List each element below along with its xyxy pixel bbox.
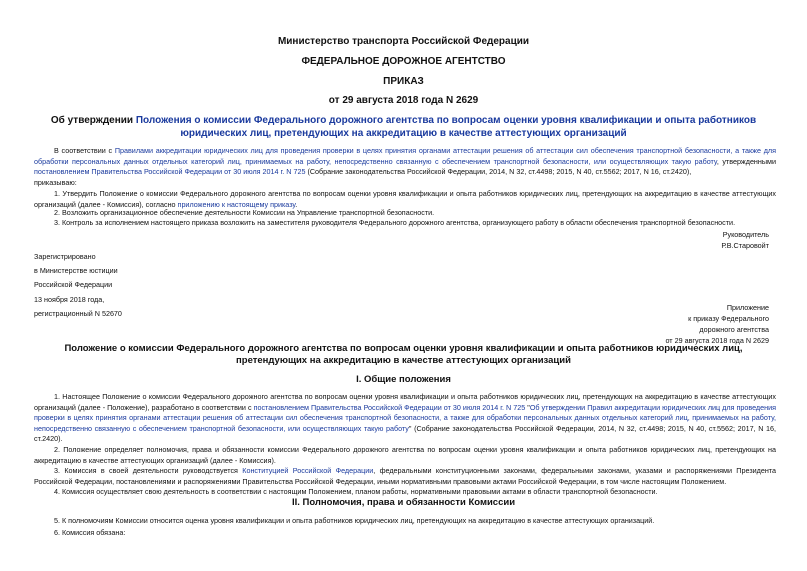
decree-725-link[interactable]: постановлением Правительства Российской Федерации от 30 июля 2014 г. N 725 xyxy=(253,402,526,412)
registration-block: Зарегистрировано в Министерстве юстиции Российской Федерации 13 ноября 2018 года, регистрационный N 52670 xyxy=(34,252,122,318)
signature-name: Р.В.Старовойт xyxy=(721,241,769,250)
ministry-heading: Министерство транспорта Российской Федерации xyxy=(277,36,530,47)
signature-block xyxy=(721,229,769,251)
government-decree-link[interactable]: постановлением Правительства Российской Федерации от 30 июля 2014 г. N 725 xyxy=(34,167,306,177)
preamble-paragraph: В соответствии с Правилами аккредитации юридических лиц для проведения проверки в целях принятия органами аттестации решения об аттестации сил обеспечения транспортной безопасности, а также для обработки персональных данных отдельных категорий лиц, принимаемых на работу, непосредственно связанную с обеспечением транспортной безопасности, или осуществляющих такую работу, утвержденными постановлением Правительства Российской Федерации от 30 июля 2014 г. N 725 (Собрание законодательства Российской Федерации, 2014, N 32, ст.4498; 2015, N 40, ст.5562; 2017, N 16, ст.2420), приказываю: xyxy=(34,146,776,187)
title-prefix: Об утверждении xyxy=(50,115,136,126)
section-1-heading: I. Общие положения xyxy=(356,374,451,385)
title-regulation-link[interactable]: Положения о комиссии Федерального дорожного агентства по вопросам оценки уровня квалификации и опыта работников юридических лиц, претендующих на аккредитацию в качестве аттестующих организаций xyxy=(135,115,757,139)
rules-approval-link[interactable]: Об утверждении Правил аккредитации юридических лиц для проведения проверки в целях принятия органами аттестации решения об аттестации сил обеспечения транспортной безопасности, а также для обработки персональных данных отдельных категорий лиц, принимаемых на работу, непосредственно связанную с обеспечением транспортной безопасности, или осуществляющих такую работу xyxy=(34,402,776,433)
agency-heading: ФЕДЕРАЛЬНОЕ ДОРОЖНОЕ АГЕНТСТВО xyxy=(301,56,506,67)
appendix-block: Приложение к приказу Федерального дорожного агентства от 29 августа 2018 года N 2629 xyxy=(665,303,769,345)
section1-paragraph-1: 1. Настоящее Положение о комиссии Федерального дорожного агентства по вопросам оценки уровня квалификации и опыта работников юридических лиц, претендующих на аккредитацию в качестве аттестующих организаций (далее - Положение), разработано в соответствии с постановлением Правительства Российской Федерации от 30 июля 2014 г. N 725 "Об утверждении Правил аккредитации юридических лиц для проведения проверки в целях принятия органами аттестации решения об аттестации сил обеспечения транспортной безопасности, а также для обработки персональных данных отдельных категорий лиц, принимаемых на работу, непосредственно связанную с обеспечением транспортной безопасности, или осуществляющих такую работу" (Собрание законодательства Российской Федерации, 2014, N 32, ст.4498; 2015, N 40, ст.5562; 2017, N 16, ст.2420). xyxy=(34,392,776,444)
section2-paragraph-6: 6. Комиссия обязана: xyxy=(54,528,126,537)
order-item-1: 1. Утвердить Положение о комиссии Федерального дорожного агентства по вопросам оценки уровня квалификации и опыта работников юридических лиц, претендующих на аккредитацию в качестве аттестующих организаций (далее - Комиссия), согласно приложению к настоящему приказу. xyxy=(34,189,776,209)
section1-paragraph-4: 4. Комиссия осуществляет свою деятельность в соответствии с настоящим Положением, планом работы, нормативными правовыми актами в области транспортной безопасности. xyxy=(54,487,658,496)
constitution-link[interactable]: Конституцией Российской Федерации xyxy=(242,466,374,475)
section-2-heading: II. Полномочия, права и обязанности Комиссии xyxy=(291,497,516,508)
regulation-title: Положение о комиссии Федерального дорожного агентства по вопросам оценки уровня квалификации и опыта работников юридических лиц, претендующих на аккредитацию в качестве аттестующих организаций xyxy=(64,343,743,366)
section1-paragraph-3: 3. Комиссия в своей деятельности руководствуется Конституцией Российской Федерации, федеральными конституционными законами, федеральными законами, указами и распоряжениями Президента Российской Федерации, постановлениями и распоряжениями Правительства Российской Федерации, иными нормативными правовыми актами Российской Федерации, в том числе настоящим Положением. xyxy=(34,466,776,486)
order-item-3: 3. Контроль за исполнением настоящего приказа возложить на заместителя руководителя Федерального дорожного агентства, организующего работу в области обеспечения транспортной безопасности. xyxy=(54,218,736,227)
section2-paragraph-5: 5. К полномочиям Комиссии относится оценка уровня квалификации и опыта работников юридических лиц, претендующих на аккредитацию в качестве аттестующих организаций. xyxy=(54,516,655,525)
signature-position: Руководитель xyxy=(722,230,769,239)
accreditation-rules-link[interactable]: Правилами аккредитации юридических лиц для проведения проверки в целях принятия органами аттестации решения об аттестации сил обеспечения транспортной безопасности, а также для обработки персональных данных отдельных категорий лиц, принимаемых на работу, непосредственно связанную с обеспечением транспортной безопасности, или осуществляющих такую работу xyxy=(34,146,776,166)
date-number-heading: от 29 августа 2018 года N 2629 xyxy=(328,95,479,106)
order-title xyxy=(30,114,777,140)
order-word: приказываю: xyxy=(34,177,77,187)
section1-paragraph-2: 2. Положение определяет полномочия, права и обязанности комиссии Федерального дорожного агентства по вопросам оценки уровня квалификации и опыта работников юридических лиц, претендующих на аккредитацию в качестве аттестующих организаций (далее - Комиссия). xyxy=(34,445,776,465)
appendix-link[interactable]: приложению к настоящему приказу xyxy=(177,199,296,209)
doc-type-heading: ПРИКАЗ xyxy=(383,76,424,87)
order-item-2: 2. Возложить организационное обеспечение деятельности Комиссии на Управление транспортной безопасности. xyxy=(54,208,435,217)
